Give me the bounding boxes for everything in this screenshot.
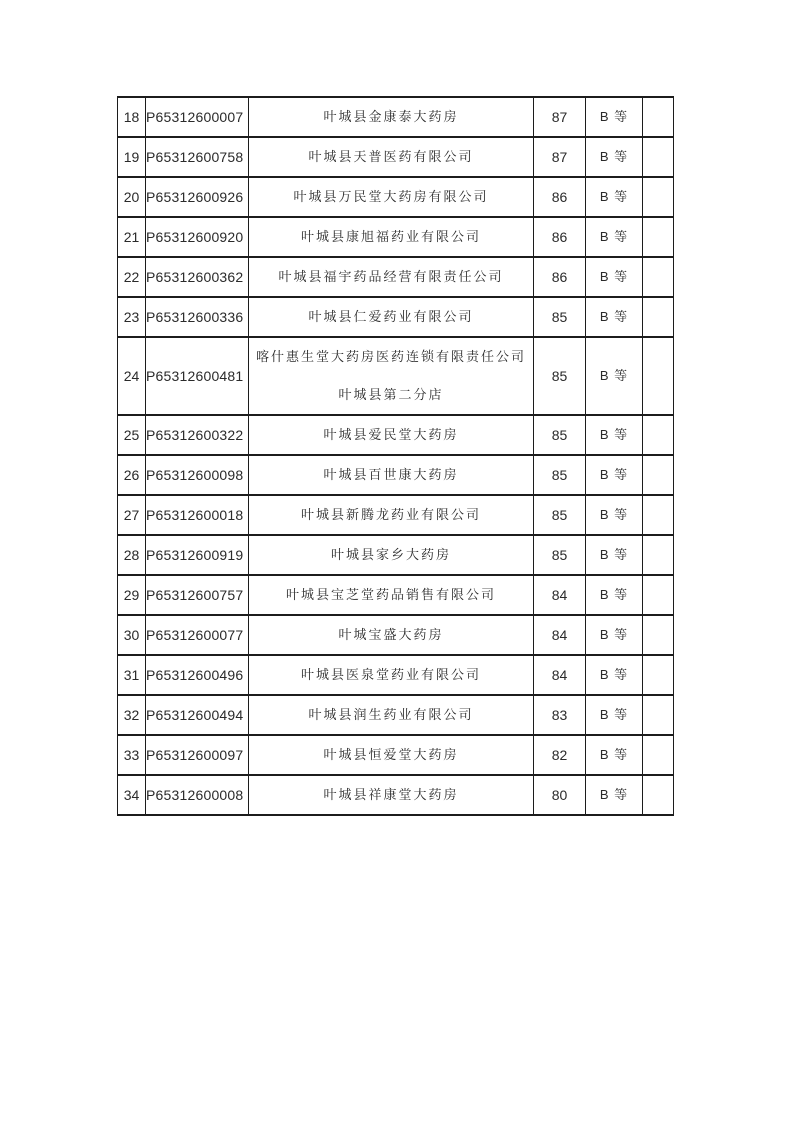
cell-pharmacy-name: 喀什惠生堂大药房医药连锁有限责任公司叶城县第二分店 bbox=[249, 337, 534, 415]
cell-license-id: P65312600077 bbox=[146, 615, 249, 655]
table-row bbox=[118, 575, 674, 615]
cell-row-number: 23 bbox=[118, 297, 146, 337]
cell-pharmacy-name: 叶城县万民堂大药房有限公司 bbox=[249, 177, 534, 217]
cell-extra bbox=[643, 455, 674, 495]
cell-grade: B 等 bbox=[586, 655, 643, 695]
cell-extra bbox=[643, 217, 674, 257]
cell-row-number: 30 bbox=[118, 615, 146, 655]
cell-pharmacy-name: 叶城县爱民堂大药房 bbox=[249, 415, 534, 455]
cell-pharmacy-name: 叶城县仁爱药业有限公司 bbox=[249, 297, 534, 337]
cell-pharmacy-name: 叶城县百世康大药房 bbox=[249, 455, 534, 495]
cell-row-number: 20 bbox=[118, 177, 146, 217]
cell-pharmacy-name: 叶城县金康泰大药房 bbox=[249, 97, 534, 137]
cell-score: 84 bbox=[534, 655, 586, 695]
cell-pharmacy-name: 叶城县康旭福药业有限公司 bbox=[249, 217, 534, 257]
cell-extra bbox=[643, 575, 674, 615]
cell-license-id: P65312600481 bbox=[146, 337, 249, 415]
cell-row-number: 34 bbox=[118, 775, 146, 815]
cell-grade: B 等 bbox=[586, 217, 643, 257]
cell-row-number: 27 bbox=[118, 495, 146, 535]
cell-pharmacy-name: 叶城宝盛大药房 bbox=[249, 615, 534, 655]
cell-extra bbox=[643, 337, 674, 415]
cell-extra bbox=[643, 257, 674, 297]
cell-row-number: 19 bbox=[118, 137, 146, 177]
cell-grade: B 等 bbox=[586, 695, 643, 735]
cell-score: 83 bbox=[534, 695, 586, 735]
cell-license-id: P65312600008 bbox=[146, 775, 249, 815]
cell-score: 86 bbox=[534, 177, 586, 217]
cell-row-number: 22 bbox=[118, 257, 146, 297]
cell-grade: B 等 bbox=[586, 775, 643, 815]
cell-grade: B 等 bbox=[586, 535, 643, 575]
cell-license-id: P65312600496 bbox=[146, 655, 249, 695]
cell-license-id: P65312600336 bbox=[146, 297, 249, 337]
cell-extra bbox=[643, 615, 674, 655]
cell-grade: B 等 bbox=[586, 297, 643, 337]
cell-extra bbox=[643, 495, 674, 535]
cell-score: 85 bbox=[534, 337, 586, 415]
cell-score: 85 bbox=[534, 535, 586, 575]
cell-pharmacy-name: 叶城县润生药业有限公司 bbox=[249, 695, 534, 735]
cell-grade: B 等 bbox=[586, 455, 643, 495]
table-row bbox=[118, 655, 674, 695]
cell-row-number: 32 bbox=[118, 695, 146, 735]
table-row bbox=[118, 775, 674, 815]
cell-license-id: P65312600920 bbox=[146, 217, 249, 257]
cell-grade: B 等 bbox=[586, 735, 643, 775]
cell-row-number: 31 bbox=[118, 655, 146, 695]
table-row bbox=[118, 257, 674, 297]
table-row bbox=[118, 495, 674, 535]
cell-pharmacy-name: 叶城县祥康堂大药房 bbox=[249, 775, 534, 815]
cell-pharmacy-name: 叶城县家乡大药房 bbox=[249, 535, 534, 575]
cell-row-number: 24 bbox=[118, 337, 146, 415]
cell-license-id: P65312600097 bbox=[146, 735, 249, 775]
cell-pharmacy-name: 叶城县医泉堂药业有限公司 bbox=[249, 655, 534, 695]
table-row bbox=[118, 137, 674, 177]
cell-score: 80 bbox=[534, 775, 586, 815]
cell-row-number: 18 bbox=[118, 97, 146, 137]
table-row bbox=[118, 535, 674, 575]
cell-score: 85 bbox=[534, 415, 586, 455]
cell-grade: B 等 bbox=[586, 415, 643, 455]
pharmacy-rating-table bbox=[117, 96, 674, 816]
cell-score: 86 bbox=[534, 257, 586, 297]
cell-score: 84 bbox=[534, 575, 586, 615]
table-row bbox=[118, 297, 674, 337]
cell-row-number: 29 bbox=[118, 575, 146, 615]
table-row bbox=[118, 695, 674, 735]
cell-grade: B 等 bbox=[586, 495, 643, 535]
cell-grade: B 等 bbox=[586, 337, 643, 415]
cell-score: 87 bbox=[534, 137, 586, 177]
cell-license-id: P65312600494 bbox=[146, 695, 249, 735]
table-body bbox=[118, 97, 674, 815]
cell-license-id: P65312600018 bbox=[146, 495, 249, 535]
cell-extra bbox=[643, 775, 674, 815]
table-row bbox=[118, 415, 674, 455]
cell-row-number: 25 bbox=[118, 415, 146, 455]
table-row bbox=[118, 177, 674, 217]
cell-grade: B 等 bbox=[586, 615, 643, 655]
cell-license-id: P65312600757 bbox=[146, 575, 249, 615]
cell-license-id: P65312600098 bbox=[146, 455, 249, 495]
cell-extra bbox=[643, 415, 674, 455]
cell-extra bbox=[643, 177, 674, 217]
cell-license-id: P65312600322 bbox=[146, 415, 249, 455]
cell-grade: B 等 bbox=[586, 177, 643, 217]
cell-pharmacy-name: 叶城县新腾龙药业有限公司 bbox=[249, 495, 534, 535]
table-row bbox=[118, 97, 674, 137]
cell-extra bbox=[643, 297, 674, 337]
table-row bbox=[118, 217, 674, 257]
cell-license-id: P65312600007 bbox=[146, 97, 249, 137]
table-row bbox=[118, 615, 674, 655]
table-row bbox=[118, 337, 674, 415]
cell-extra bbox=[643, 535, 674, 575]
cell-pharmacy-name: 叶城县福宇药品经营有限责任公司 bbox=[249, 257, 534, 297]
cell-score: 86 bbox=[534, 217, 586, 257]
cell-grade: B 等 bbox=[586, 137, 643, 177]
cell-row-number: 33 bbox=[118, 735, 146, 775]
cell-extra bbox=[643, 655, 674, 695]
cell-license-id: P65312600362 bbox=[146, 257, 249, 297]
cell-license-id: P65312600926 bbox=[146, 177, 249, 217]
cell-extra bbox=[643, 695, 674, 735]
cell-score: 85 bbox=[534, 297, 586, 337]
cell-pharmacy-name: 叶城县宝芝堂药品销售有限公司 bbox=[249, 575, 534, 615]
cell-score: 87 bbox=[534, 97, 586, 137]
cell-score: 82 bbox=[534, 735, 586, 775]
cell-extra bbox=[643, 137, 674, 177]
cell-license-id: P65312600758 bbox=[146, 137, 249, 177]
cell-grade: B 等 bbox=[586, 97, 643, 137]
cell-row-number: 21 bbox=[118, 217, 146, 257]
cell-license-id: P65312600919 bbox=[146, 535, 249, 575]
cell-grade: B 等 bbox=[586, 575, 643, 615]
cell-score: 85 bbox=[534, 495, 586, 535]
cell-score: 84 bbox=[534, 615, 586, 655]
cell-score: 85 bbox=[534, 455, 586, 495]
cell-grade: B 等 bbox=[586, 257, 643, 297]
cell-row-number: 28 bbox=[118, 535, 146, 575]
cell-row-number: 26 bbox=[118, 455, 146, 495]
cell-pharmacy-name: 叶城县恒爱堂大药房 bbox=[249, 735, 534, 775]
cell-pharmacy-name: 叶城县天普医药有限公司 bbox=[249, 137, 534, 177]
cell-extra bbox=[643, 97, 674, 137]
cell-extra bbox=[643, 735, 674, 775]
table-row bbox=[118, 735, 674, 775]
table-row bbox=[118, 455, 674, 495]
